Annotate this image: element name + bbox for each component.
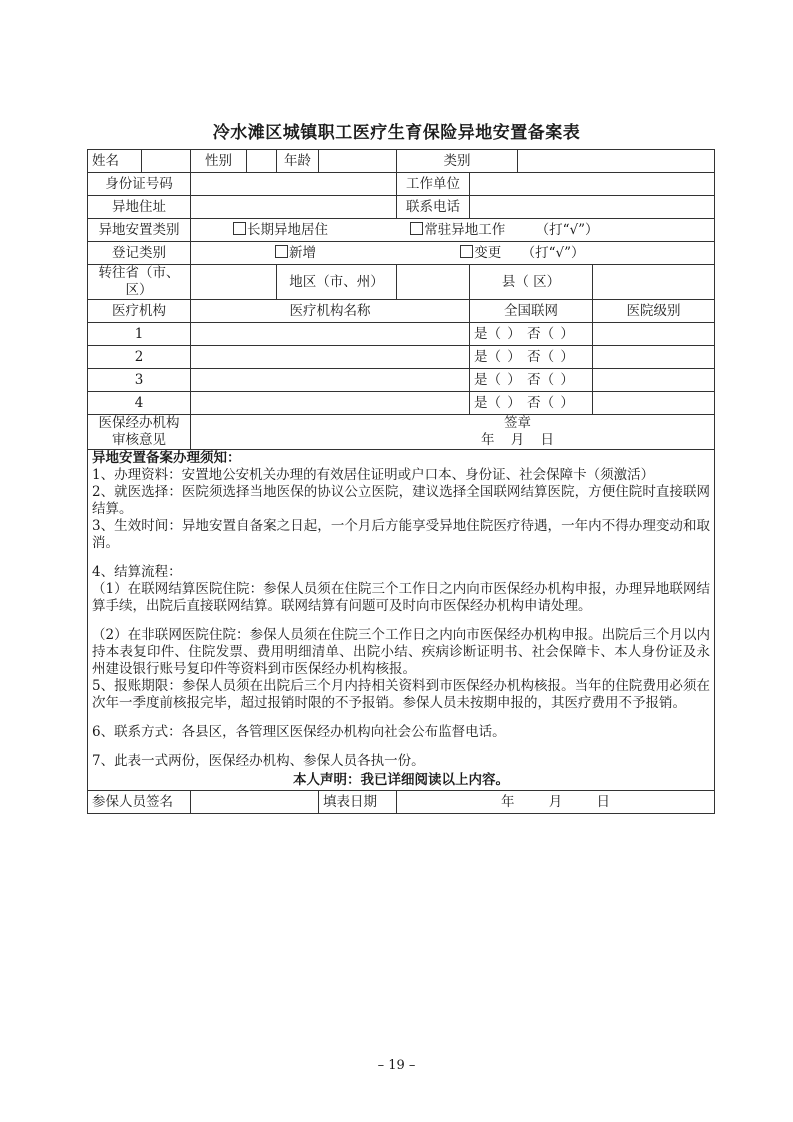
- notice-section: [88, 450, 715, 791]
- review-row: [88, 415, 715, 450]
- institution-name-field[interactable]: [191, 369, 470, 392]
- registration-type-row: [88, 242, 715, 265]
- employer-label: 工作单位: [397, 173, 470, 196]
- age-label: 年龄: [277, 150, 319, 173]
- hospital-level-field[interactable]: [593, 392, 715, 415]
- phone-field[interactable]: [470, 196, 715, 219]
- institution-name-field[interactable]: [191, 323, 470, 346]
- county-label: 县（ 区）: [470, 265, 593, 300]
- notice-item: 6、联系方式：各县区，各管理区医保经办机构向社会公布监督电话。: [92, 724, 506, 740]
- notice-item: 1、办理资料：安置地公安机关办理的有效居住证明或户口本、身份证、社会保障卡（须激活）: [92, 467, 655, 483]
- address-label: 异地住址: [88, 196, 191, 219]
- checkbox-icon[interactable]: [233, 222, 246, 235]
- notice-item: 4、结算流程：: [92, 564, 182, 580]
- gender-field[interactable]: [247, 150, 277, 173]
- review-label: 医保经办机构审核意见: [88, 415, 191, 450]
- phone-label: 联系电话: [397, 196, 470, 219]
- institution-index: 3: [88, 369, 191, 392]
- checkbox-icon[interactable]: [460, 245, 473, 258]
- hospital-level-field[interactable]: [593, 346, 715, 369]
- name-field[interactable]: [142, 150, 191, 173]
- institution-header: 医疗机构: [88, 300, 191, 323]
- category-field[interactable]: [518, 150, 715, 173]
- signature-label: 参保人员签名: [88, 791, 191, 814]
- institution-name-header: 医疗机构名称: [191, 300, 470, 323]
- check-hint: （打“√”）: [535, 221, 599, 238]
- gender-label: 性别: [191, 150, 247, 173]
- employer-field[interactable]: [470, 173, 715, 196]
- institution-index: 2: [88, 346, 191, 369]
- relocation-type-label: 异地安置类别: [88, 219, 191, 242]
- option-long-term-residence[interactable]: 长期异地居住: [233, 222, 328, 238]
- registration-form: [87, 149, 715, 814]
- checkbox-icon[interactable]: [410, 222, 423, 235]
- checkbox-icon[interactable]: [275, 245, 288, 258]
- option-change[interactable]: 变更: [460, 245, 501, 261]
- signature-row: [88, 791, 715, 814]
- hospital-level-header: 医院级别: [593, 300, 715, 323]
- destination-row: [88, 265, 715, 300]
- county-field[interactable]: [593, 265, 715, 300]
- institution-row: [88, 323, 715, 346]
- declaration: 本人声明：我已详细阅读以上内容。: [293, 772, 509, 788]
- notice-item: 2、就医选择：医院须选择当地医保的协议公立医院，建议选择全国联网结算医院，方便住院时直接联网结算。: [92, 484, 710, 517]
- network-header: 全国联网: [470, 300, 593, 323]
- check-hint: （打“√”）: [521, 244, 585, 261]
- review-field[interactable]: [191, 415, 715, 450]
- region-label: 地区（市、州）: [277, 265, 397, 300]
- address-field[interactable]: [191, 196, 397, 219]
- page-number: – 19 –: [377, 1058, 416, 1073]
- network-yes-no[interactable]: 是（ ） 否（ ）: [470, 392, 593, 415]
- hospital-level-field[interactable]: [593, 323, 715, 346]
- notice-item: （2）在非联网医院住院：参保人员须在住院三个工作日之内向市医保经办机构申报。出院后三个月以内持本表复印件、住院发票、费用明细清单、出院小结、疾病诊断证明书、社会保障卡、本人身份证及永州建设银行账号复印件等资料到市医保经办机构核报。: [92, 627, 710, 677]
- notice-row: [88, 450, 715, 791]
- id-row: [88, 173, 715, 196]
- province-field[interactable]: [191, 265, 277, 300]
- network-yes-no[interactable]: 是（ ） 否（ ）: [470, 323, 593, 346]
- basic-info-row: [88, 150, 715, 173]
- network-yes-no[interactable]: 是（ ） 否（ ）: [470, 369, 593, 392]
- id-number-label: 身份证号码: [88, 173, 191, 196]
- registration-type-label: 登记类别: [88, 242, 191, 265]
- institution-row: [88, 392, 715, 415]
- stamp-label: 签章: [504, 415, 531, 431]
- notice-heading: 异地安置备案办理须知：: [92, 450, 241, 466]
- province-label: 转往省（市、区）: [88, 265, 191, 300]
- notice-item: 7、此表一式两份，医保经办机构、参保人员各执一份。: [92, 753, 425, 769]
- institution-name-field[interactable]: [191, 392, 470, 415]
- institution-name-field[interactable]: [191, 346, 470, 369]
- age-field[interactable]: [319, 150, 397, 173]
- region-field[interactable]: [397, 265, 470, 300]
- category-label: 类别: [397, 150, 518, 173]
- institution-row: [88, 369, 715, 392]
- address-row: [88, 196, 715, 219]
- option-resident-work[interactable]: 常驻异地工作: [410, 222, 505, 238]
- fill-date-field[interactable]: 年 月 日: [397, 791, 715, 814]
- fill-date-label: 填表日期: [319, 791, 397, 814]
- institutions-header-row: [88, 300, 715, 323]
- option-new[interactable]: 新增: [275, 245, 316, 261]
- id-number-field[interactable]: [191, 173, 397, 196]
- institution-row: [88, 346, 715, 369]
- relocation-type-row: [88, 219, 715, 242]
- signature-field[interactable]: [191, 791, 319, 814]
- notice-item: （1）在联网结算医院住院：参保人员须在住院三个工作日之内向市医保经办机构申报，办理异地联网结算手续，出院后直接联网结算。联网结算有问题可及时向市医保经办机构申请处理。: [92, 581, 710, 614]
- document-title: 冷水滩区城镇职工医疗生育保险异地安置备案表: [212, 123, 581, 143]
- notice-item: 5、报账期限：参保人员须在出院后三个月内持相关资料到市医保经办机构核报。当年的住院费用必须在次年一季度前核报完毕，超过报销时限的不予报销。参保人员未按期申报的，其医疗费用不予报销。: [92, 678, 710, 711]
- name-label: 姓名: [88, 150, 142, 173]
- hospital-level-field[interactable]: [593, 369, 715, 392]
- institution-index: 1: [88, 323, 191, 346]
- notice-item: 3、生效时间：异地安置自备案之日起，一个月后方能享受异地住院医疗待遇，一年内不得办理变动和取消。: [92, 518, 710, 551]
- review-date: 年 月 日: [480, 432, 555, 448]
- network-yes-no[interactable]: 是（ ） 否（ ）: [470, 346, 593, 369]
- institution-index: 4: [88, 392, 191, 415]
